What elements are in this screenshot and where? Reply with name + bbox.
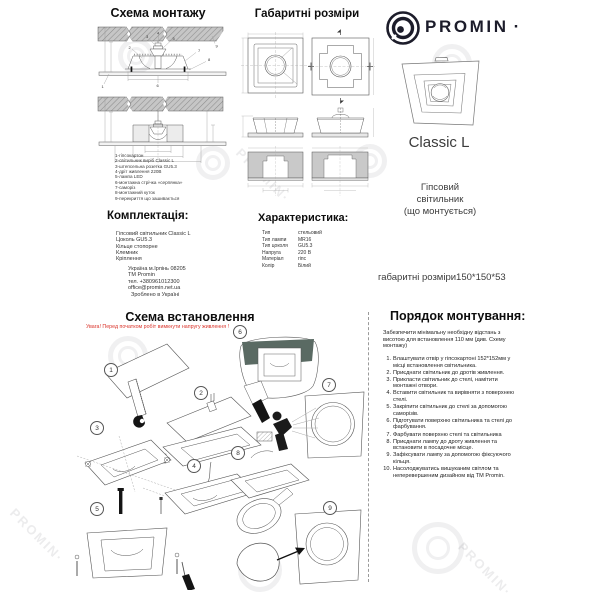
mounting-step (380, 404, 518, 417)
specs-table (262, 230, 372, 269)
spec-value: Білий (298, 262, 311, 269)
mounting-legend (115, 153, 225, 201)
mounting-order-intro: Забезпечити мінімальну необхідну відстань з висотою для встановлення 110 мм (див. Схему монтажу) (383, 330, 506, 350)
svg-text:9: 9 (215, 43, 218, 49)
mounting-step (380, 377, 518, 390)
kit-item: Клемник (116, 249, 138, 256)
spec-row (262, 263, 372, 270)
legend-line: 6-монтажна стрічка «серпянка» (115, 179, 183, 185)
step-badge-number: 3 (95, 424, 99, 432)
product-description (390, 182, 490, 218)
watermark-text: PROMIN· (6, 505, 68, 566)
contact-line: Україна м.Ірпінь 08205 (128, 266, 186, 272)
step-text: Підготувати поверхню світильника та стелі до фарбування. (393, 417, 512, 431)
mounting-step (380, 466, 518, 479)
promin-logo-icon (385, 10, 421, 46)
kit-item: Гіпсовий світильник Classic L (116, 231, 191, 237)
product-description-line: світильник (416, 194, 464, 205)
kit-list (116, 231, 226, 262)
step-badge (233, 325, 247, 339)
step-number: 9. (386, 452, 391, 459)
kit-item: Кріплення (116, 256, 142, 263)
spec-value: GU5.3 (298, 243, 313, 249)
watermark-logo (412, 522, 464, 574)
legend-line: 7-саморіз (115, 185, 136, 191)
svg-text:5: 5 (172, 36, 175, 41)
svg-text:1: 1 (101, 84, 104, 89)
product-description-line: (що монтується) (403, 206, 477, 217)
brand-wordmark (425, 17, 522, 37)
contact-block (128, 266, 228, 292)
installation-warning: Увага! Перед початком робіт вимкнути напругу живлення ! (85, 324, 230, 330)
brand-dot: · (513, 17, 522, 36)
spec-value: гіпс (298, 256, 307, 262)
step-text: Вставити світильник та вирівняти з поверхнею стелі. (393, 390, 515, 404)
step-text: Зафіксувати лампу за допомогою фіксуючого кільця. (393, 452, 511, 465)
product-description-line: Гіпсовий (420, 182, 460, 193)
watermark-text: PROMIN· (454, 539, 516, 600)
svg-text:6: 6 (156, 83, 159, 88)
legend-line: 2-світильник виріб Classic L (115, 158, 175, 164)
section-divider (368, 312, 369, 582)
step-number: 10. (383, 466, 391, 472)
step-text: Закріпити світильник до стелі за допомогою саморізів. (393, 404, 507, 417)
mounting-scheme-drawing (95, 25, 230, 173)
mounting-scheme-title: Схема монтажу (110, 6, 206, 20)
svg-text:8: 8 (208, 57, 211, 62)
mounting-step (380, 356, 518, 369)
legend-line: 4-дріт живлення 220В (115, 169, 162, 175)
legend-line: 9-перекриття що зашивається (115, 195, 180, 201)
product-drawing (398, 56, 486, 128)
step-badge-number: 6 (238, 328, 242, 336)
step-text: Приєднати лампу до дроту живлення та встановити в посадочне місце. (393, 438, 498, 452)
step-badge (194, 386, 208, 400)
specs-title: Характеристика: (258, 212, 349, 224)
spec-value: 220 В (298, 249, 312, 256)
mounting-order-list (380, 356, 518, 480)
kit-item: Кільце стопорне (116, 243, 158, 250)
svg-text:4: 4 (157, 30, 160, 36)
step-number: 5. (386, 404, 391, 411)
spec-label: Матеріал (262, 256, 284, 262)
contact-line: тел. +380961012300 (128, 278, 180, 285)
dimensions-title: Габаритні розміри (254, 8, 360, 20)
step-number: 3. (386, 376, 391, 383)
contact-email: office@promin.net.ua (128, 285, 181, 292)
step-text: Фарбувати поверхню стелі та світильника (393, 431, 502, 438)
overall-size-label: габаритні розміри150*150*53 (378, 272, 506, 283)
step-number: 8. (386, 438, 391, 445)
step-badge (90, 421, 104, 435)
svg-text:7: 7 (198, 48, 201, 53)
spec-label: Тип цоколя (262, 243, 288, 249)
svg-text:3: 3 (146, 34, 149, 39)
mounting-step (380, 452, 518, 465)
spec-label: Тип лампи (262, 236, 287, 243)
spec-label: Тип (262, 230, 271, 236)
step-badge-number: 2 (199, 389, 203, 397)
mounting-step (380, 370, 518, 377)
spec-value: стельовий (298, 230, 322, 236)
contact-line: TM Promin (128, 272, 155, 279)
step-number: 2. (386, 369, 391, 376)
spec-value: MR16 (298, 236, 312, 243)
mounting-step (380, 418, 518, 431)
step-text: Приєднати світильник до дротів живлення. (393, 369, 505, 376)
step-text: Прикласти світильник до стелі, намітити монтажні отвори. (393, 376, 498, 390)
svg-text:2: 2 (128, 45, 131, 50)
kit-title: Комплектація: (107, 210, 189, 222)
spec-label: Напруга (262, 249, 281, 256)
step-text: Влаштувати отвір у гіпсокартоні 152*152мм у місці встановлення світильника. (393, 356, 511, 369)
step-badge (231, 446, 245, 460)
step-badge-number: 8 (236, 449, 240, 457)
step-badge-number: 4 (192, 462, 196, 470)
step-badge-number: 7 (327, 381, 331, 389)
step-badge (90, 502, 104, 516)
step-badge-number: 5 (95, 505, 99, 513)
legend-line: 3-штепсельна розетка GU5.3 (115, 163, 177, 169)
mounting-step (380, 439, 518, 452)
kit-item: Цоколь GU5.3 (116, 237, 153, 244)
step-badge-number: 1 (109, 366, 113, 374)
legend-line: 5-лампа LED (115, 174, 143, 180)
mounting-step (380, 390, 518, 403)
mounting-step (380, 432, 518, 439)
step-number: 6. (386, 417, 391, 424)
product-name: Classic L (408, 134, 470, 151)
spec-label: Колір (262, 262, 275, 269)
step-badge (104, 363, 118, 377)
mounting-order-title: Порядок монтування: (390, 309, 526, 323)
step-badge (322, 378, 336, 392)
brand-name: PROMIN (425, 17, 509, 36)
dimensions-drawing (240, 28, 375, 206)
legend-line: 1-гіпсокартон (115, 153, 144, 158)
step-badge (187, 459, 201, 473)
step-badge-number: 9 (328, 504, 332, 512)
step-number: 1. (386, 356, 391, 362)
step-badge (323, 501, 337, 515)
legend-line: 8-монтажний куток (115, 190, 155, 196)
step-number: 4. (386, 390, 391, 397)
installation-title: Схема встановлення (125, 310, 255, 324)
made-in-label: Зроблено в Україні (131, 292, 180, 298)
step-number: 7. (386, 431, 391, 438)
step-text: Насолоджуватись вишуканим світлом та неперевершеним дизайном від TM Promin. (393, 466, 505, 479)
